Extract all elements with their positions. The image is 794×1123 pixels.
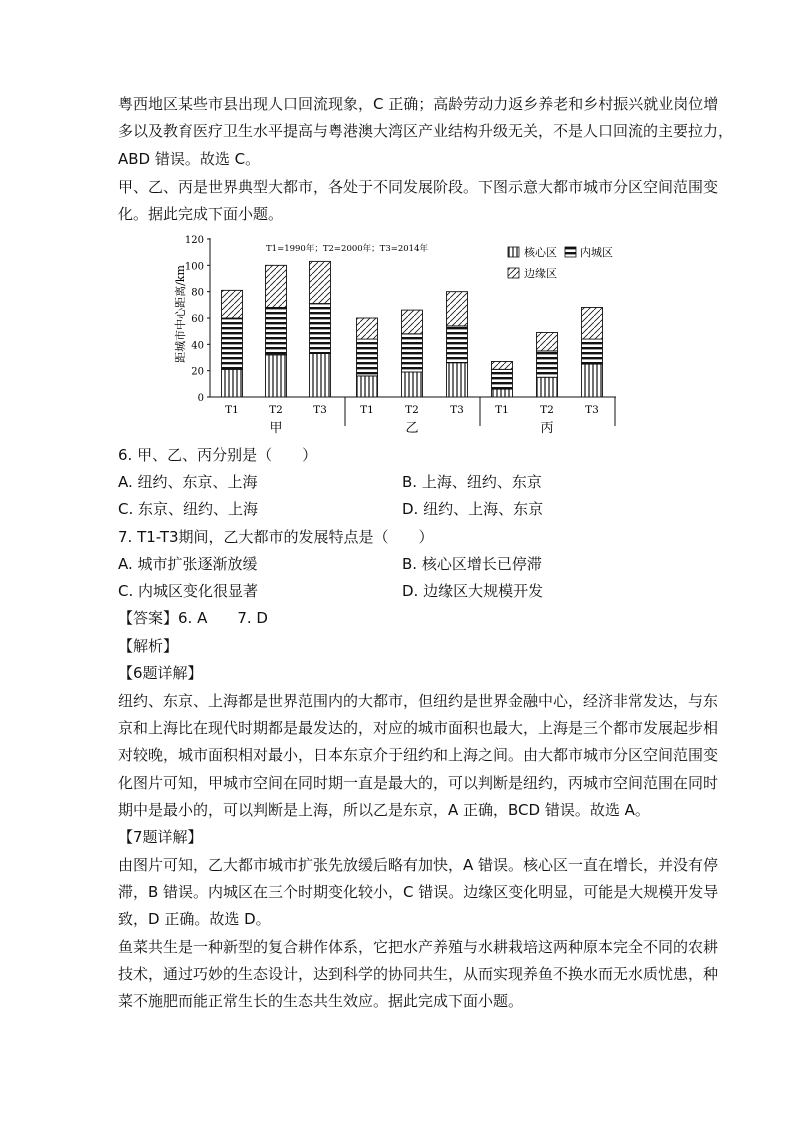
bar-edge	[357, 318, 378, 339]
legend-label-edge: 边缘区	[524, 267, 557, 280]
bar-edge	[537, 332, 558, 350]
bar-inner	[582, 339, 603, 364]
legend-swatch-inner	[565, 247, 576, 257]
bar-core	[310, 354, 331, 397]
text-line: 化图片可知，甲城市空间在同时期一直是最大的，可以判断是纽约，丙城市空间范围在同时	[118, 774, 719, 792]
y-axis-label: 距城市中心距离/km	[174, 265, 187, 363]
bar-inner	[402, 334, 423, 372]
q6-option-a[interactable]: A. 纽约、东京、上海	[118, 473, 258, 491]
bar-inner	[357, 339, 378, 376]
text-line: 技术，通过巧妙的生态设计，达到科学的协同共生，从而实现养鱼不换水而无水质忧患，种	[118, 965, 719, 983]
bar-inner	[447, 326, 468, 363]
bar-edge	[582, 307, 603, 339]
text-line: 由图片可知，乙大都市城市扩张先放缓后略有加快，A 错误。核心区一直在增长，并没有停	[118, 856, 719, 874]
text-line: 京和上海比在现代时期都是最发达的，对应的城市面积也最大，上海是三个都市发展起步相	[118, 719, 719, 737]
bar-edge	[492, 361, 513, 369]
text-line: 致，D 正确。故选 D。	[118, 910, 271, 928]
y-tick-label: 20	[191, 366, 204, 378]
bar-core	[357, 376, 378, 397]
q7-option-d[interactable]: D. 边缘区大规模开发	[402, 582, 544, 600]
x-tick-label: T3	[450, 404, 464, 416]
group-label: 乙	[405, 421, 419, 436]
legend-label-inner: 内城区	[580, 246, 613, 259]
text-line: ABD 错误。故选 C。	[118, 150, 261, 168]
q6-option-b[interactable]: B. 上海、纽约、东京	[402, 473, 542, 491]
text-line: 粤西地区某些市县出现人口回流现象，C 正确；高龄劳动力返乡养老和乡村振兴就业岗位增	[118, 95, 719, 113]
x-tick-label: T1	[225, 404, 239, 416]
y-axis-ticks	[185, 235, 210, 404]
text-line: 滞，B 错误。内城区在三个时期变化较小，C 错误。边缘区变化明显，可能是大规模开发导	[118, 883, 719, 901]
y-tick-label: 0	[197, 393, 204, 404]
group-label: 丙	[540, 421, 554, 436]
y-tick-label: 40	[191, 340, 204, 352]
bar-inner	[492, 369, 513, 389]
text-line: 化。据此完成下面小题。	[118, 205, 284, 223]
question-6-stem: 6. 甲、乙、丙分别是（ ）	[118, 446, 318, 464]
x-tick-label: T1	[495, 404, 509, 416]
bar-inner	[222, 318, 243, 369]
x-tick-label: T2	[405, 404, 419, 416]
q6-option-c[interactable]: C. 东京、纽约、上海	[118, 500, 259, 518]
bar-edge	[222, 290, 243, 318]
q7-option-b[interactable]: B. 核心区增长已停滞	[402, 555, 542, 573]
bar-edge	[447, 292, 468, 326]
y-tick-label: 100	[184, 261, 204, 273]
q7-option-a[interactable]: A. 城市扩张逐渐放缓	[118, 555, 258, 573]
text-line: 多以及教育医疗卫生水平提高与粤港澳大湾区产业结构升级无关，不是人口回流的主要拉力，	[118, 122, 734, 140]
text-line: 鱼菜共生是一种新型的复合耕作体系，它把水产养殖与水耕栽培这两种原本完全不同的农耕	[118, 938, 719, 956]
detail-6-heading: 【6题详解】	[118, 664, 203, 682]
text-line: 菜不施肥而能正常生长的生态共生效应。据此完成下面小题。	[118, 992, 524, 1010]
bars-group	[222, 261, 603, 397]
bar-edge	[310, 261, 331, 303]
legend	[508, 245, 613, 280]
bar-edge	[266, 265, 287, 307]
answer-line: 【答案】6. A 7. D	[118, 609, 268, 627]
analysis-heading: 【解析】	[118, 637, 179, 655]
bar-core	[492, 389, 513, 397]
x-tick-label: T3	[313, 404, 327, 416]
legend-swatch-core	[508, 247, 519, 257]
bar-core	[222, 369, 243, 397]
text-line: 纽约、东京、上海都是世界范围内的大都市，但纽约是世界金融中心，经济非常发达，与东	[118, 692, 719, 710]
question-7-stem: 7. T1-T3期间，乙大都市的发展特点是（ ）	[118, 528, 434, 546]
bar-core	[266, 355, 287, 397]
x-tick-label: T2	[540, 404, 554, 416]
x-tick-label: T3	[585, 404, 599, 416]
q7-option-c[interactable]: C. 内城区变化很显著	[118, 582, 259, 600]
text-line: 对较晚，城市面积相对最小，日本东京介于纽约和上海之间。由大都市城市分区空间范围变	[118, 746, 719, 764]
bar-edge	[402, 310, 423, 334]
text-line: 期中是最小的，可以判断是上海，所以乙是东京，A 正确，BCD 错误。故选 A。	[118, 801, 650, 819]
time-note: T1=1990年；T2=2000年；T3=2014年	[266, 244, 428, 254]
x-tick-label: T1	[360, 404, 374, 416]
y-tick-label: 80	[191, 287, 204, 299]
y-tick-label: 60	[191, 314, 204, 325]
bar-core	[447, 363, 468, 397]
urban-zone-bar-chart	[168, 232, 620, 438]
bar-core	[537, 377, 558, 397]
x-axis-labels	[225, 404, 599, 436]
legend-swatch-edge	[508, 268, 519, 278]
bar-core	[402, 372, 423, 397]
detail-7-heading: 【7题详解】	[118, 828, 203, 846]
x-tick-label: T2	[269, 404, 283, 416]
bar-core	[582, 364, 603, 397]
q6-option-d[interactable]: D. 纽约、上海、东京	[402, 500, 544, 518]
y-tick-label: 120	[184, 235, 204, 246]
bar-inner	[310, 304, 331, 354]
bar-inner	[266, 307, 287, 354]
text-line: 甲、乙、丙是世界典型大都市，各处于不同发展阶段。下图示意大都市城市分区空间范围变	[118, 178, 719, 196]
legend-label-core: 核心区	[524, 246, 557, 259]
bar-inner	[537, 351, 558, 377]
group-label: 甲	[269, 421, 283, 436]
